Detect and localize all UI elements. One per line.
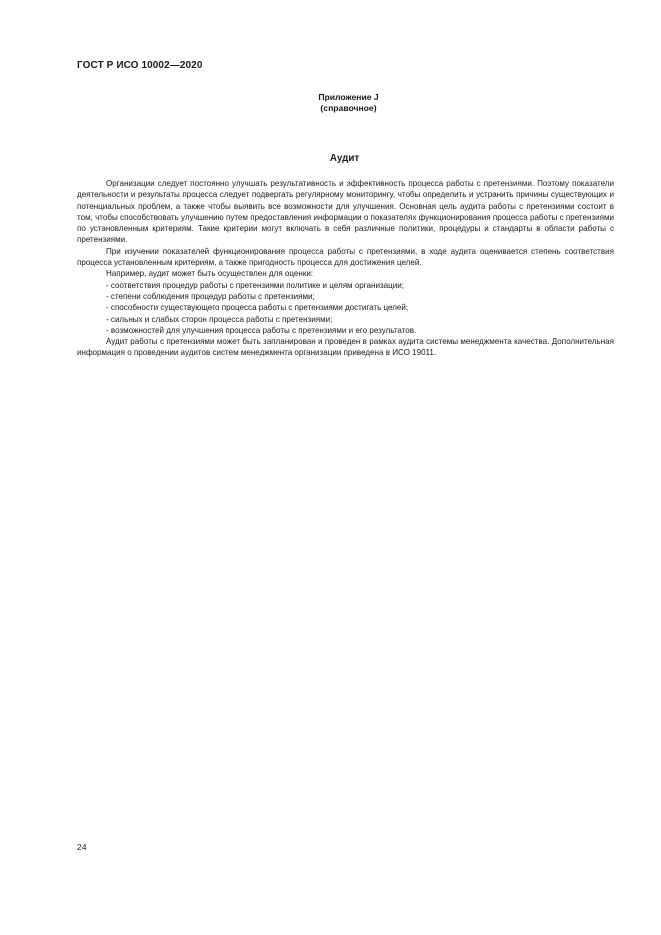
annex-subtitle: (справочное) <box>320 103 377 113</box>
paragraph: Например, аудит может быть осуществлен для оценки: <box>106 269 314 279</box>
annex-heading <box>0 92 661 114</box>
paragraph: Организации следует постоянно улучшать результативность и эффективность процесса работы с претензиями. Поэтому показатели деятельности и результаты процесса следует подвергать регулярному мониторингу, чтобы определить и устранить причины существующих и потенциальных проблем, а также чтобы выявить все возможности для улучшения. Основная цель аудита работы с претензиями состоит в том, чтобы способствовать улучшению путем предоставления информации о показателях функционирования процесса работы с претензиями по установленным критериям. Такие критерии могут включать в себя различные политики, процедуры и стандарты в области работы с претензиями. <box>77 179 614 245</box>
closing-paragraph: Аудит работы с претензиями может быть запланирован и проведен в рамках аудита системы менеджмента качества. Дополнительная информация о проведении аудитов систем менеджмента организации приведена в ИСО 19011. <box>77 337 614 358</box>
section-title: Аудит <box>329 153 360 164</box>
body-text <box>77 178 614 359</box>
annex-title: Приложение J <box>318 92 379 102</box>
list-item: - сильных и слабых сторон процесса работы с претензиями; <box>106 314 333 324</box>
list-item: - возможностей для улучшения процесса работы с претензиями и его результатов. <box>106 325 417 335</box>
page-number: 24 <box>77 842 87 852</box>
paragraph: При изучении показателей функционирования процесса работы с претензиями, в ходе аудита оценивается степень соответствия процесса установленным критериям, а также пригодность процесса для достижения целей. <box>77 246 614 268</box>
list-item: - способности существующего процесса работы с претензиями достигать целей; <box>106 303 409 313</box>
standard-header: ГОСТ Р ИСО 10002—2020 <box>77 60 203 71</box>
list-item: - соответствия процедур работы с претензиями политике и целям организации; <box>106 280 404 290</box>
list-item: - степени соблюдения процедур работы с претензиями; <box>106 291 315 301</box>
